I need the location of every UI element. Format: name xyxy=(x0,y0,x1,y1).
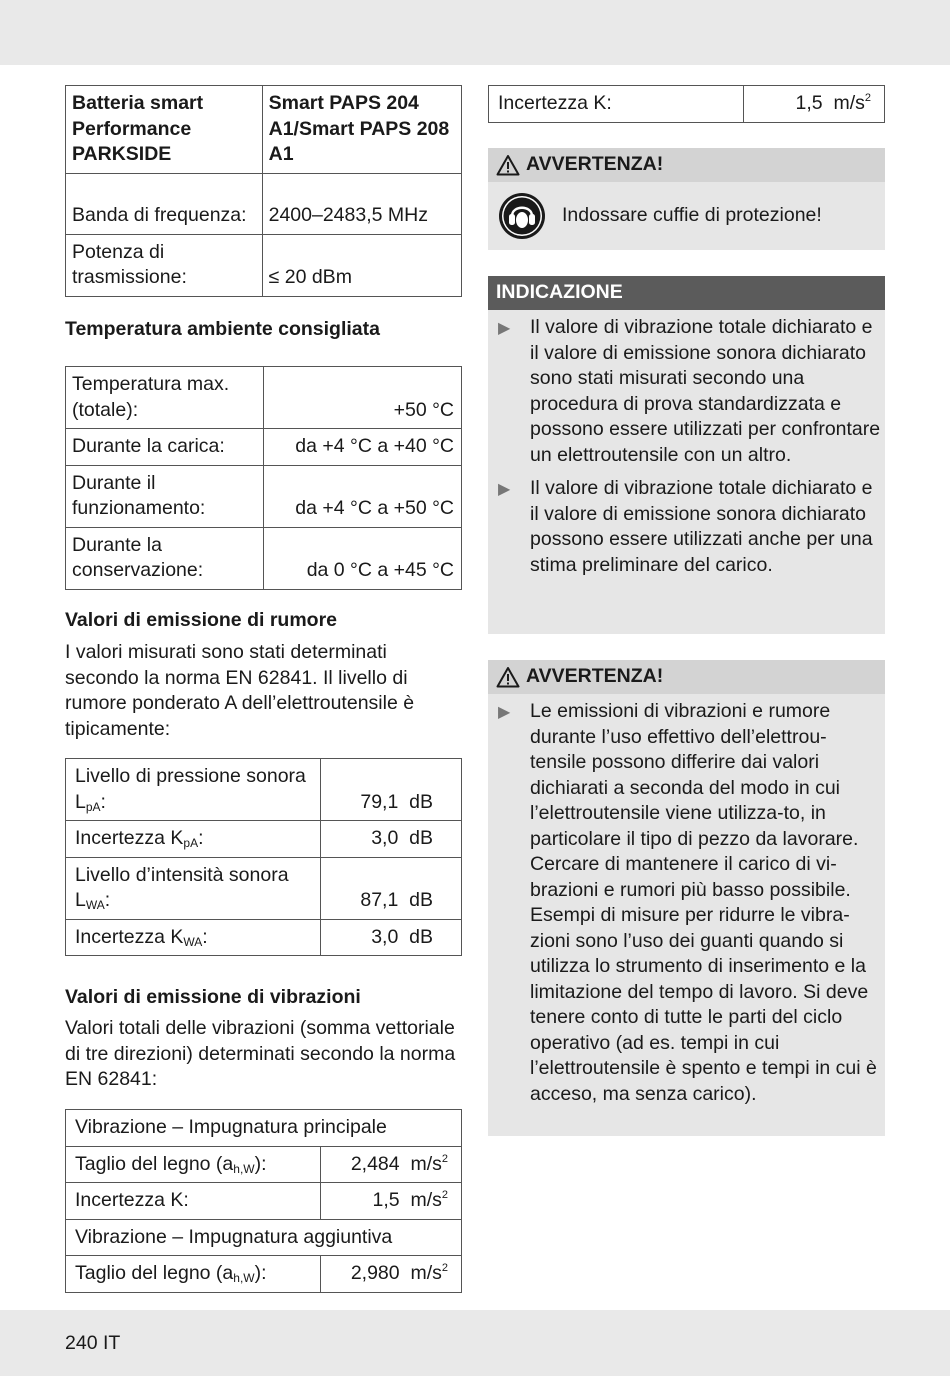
table-row: Potenza di trasmissione: ≤ 20 dBm xyxy=(66,234,462,296)
table-row: Taglio del legno $(a_{h,W})$: 2,980 $m/s^2$ xyxy=(66,1256,462,1293)
section-heading: Valori di emissione di rumore xyxy=(65,609,338,631)
temperature-table xyxy=(65,366,462,590)
table-header-cell: Smart PAPS 204 A1/Smart PAPS 208 A1 xyxy=(262,86,461,174)
noise-table xyxy=(65,758,462,956)
vibration-table xyxy=(65,1109,462,1293)
header-band xyxy=(0,0,950,65)
table-row: Durante la carica: da +4 °C a +40 °C xyxy=(66,429,462,466)
radio-spec-table xyxy=(65,85,462,297)
vibration-table-continued xyxy=(488,85,885,123)
table-row: Incertezza K: 1,5 $m/s^2$ xyxy=(66,1183,462,1220)
table-row: Vibrazione – Impugnatura aggiuntiva xyxy=(66,1219,462,1256)
page-number: 240 IT xyxy=(65,1332,121,1354)
table-row: Incertezza $K_{WA}$: 3,0 dB xyxy=(66,919,462,956)
table-row: Durante la conservazione: da 0 °C a +45 °C xyxy=(66,527,462,589)
table-row: Livello d’intensità sonora $L_{WA}$: 87,1 dB xyxy=(66,857,462,919)
list-item: ▶ Il valore di vibrazione totale dichiarato e il valore di emissione sonora dichiarato sono stati misurati secondo una procedura di prova standardizzata e possono essere utilizzati per confrontare un elettroutensile con un altro. xyxy=(488,315,885,468)
table-row: Temperatura max. (totale): +50 °C xyxy=(66,367,462,429)
bullet-arrow-icon: ▶ xyxy=(498,320,511,337)
table-header-cell: Batteria smart Performance PARKSIDE xyxy=(66,86,263,174)
table-row: Vibrazione – Impugnatura principale xyxy=(66,1110,462,1147)
warning-header: AVVERTENZA! xyxy=(488,148,885,182)
table-row: Incertezza K: 1,5 $m/s^2$ xyxy=(489,86,885,123)
warning-box xyxy=(488,660,885,1136)
warning-box: AVVERTENZA! Indossare cuffie di protezione! xyxy=(488,148,885,250)
warning-triangle-icon xyxy=(496,666,520,688)
table-row: Taglio del legno $(a_{h,W})$: 2,484 $m/s^2$ xyxy=(66,1146,462,1183)
ear-protection-icon xyxy=(498,192,546,240)
warning-triangle-icon xyxy=(496,154,520,176)
note-box xyxy=(488,276,885,634)
list-item: ▶ Il valore di vibrazione totale dichiarato e il valore di emissione sonora dichiarato possono essere utilizzati anche per una stima preliminare del carico. xyxy=(488,476,885,578)
bullet-arrow-icon: ▶ xyxy=(498,481,511,498)
note-header: INDICAZIONE xyxy=(488,276,885,310)
list-item xyxy=(488,699,885,1107)
paragraph: I valori misurati sono stati determinati secondo la norma EN 62841. Il livello di rumore ponderato A dell’elettroutensile è tipicamente: xyxy=(65,641,415,740)
table-row: Incertezza $K_{pA}$: 3,0 dB xyxy=(66,821,462,858)
table-row: Durante il funzionamento: da +4 °C a +50 °C xyxy=(66,465,462,527)
paragraph: Cercare di mantenere il carico di vi-brazioni e rumori più basso possibile. Esempi di misure per ridurre le vibra-zioni sono l’uso dei guanti quando si utilizza lo strumento di inserimento e la limitazione del tempo di lavoro. Si deve tenere conto di tutte le parti del ciclo operativo (ad es. tempi in cui l’elettroutensile è spento e tempi in cui è acceso, ma senza carico). xyxy=(530,853,877,1105)
paragraph: Valori totali delle vibrazioni (somma vettoriale di tre direzioni) determinati secondo la norma EN 62841: xyxy=(65,1017,456,1090)
footer-band xyxy=(0,1310,950,1376)
warning-header: AVVERTENZA! xyxy=(488,660,885,694)
bullet-arrow-icon: ▶ xyxy=(498,704,511,721)
table-row: Livello di pressione sonora $L_{pA}$: 79,1 dB xyxy=(66,759,462,821)
paragraph: Le emissioni di vibrazioni e rumore durante l’uso effettivo dell’elettrou-tensile possono differire dai valori dichiarati a seconda del modo in cui l’elettroutensile viene utilizza-to, in particolare il tipo di pezzo da lavorare. xyxy=(530,700,859,850)
table-row: Banda di frequenza: 2400–2483,5 MHz xyxy=(66,173,462,234)
section-heading: Temperatura ambiente consigliata xyxy=(65,318,380,340)
section-heading: Valori di emissione di vibrazioni xyxy=(65,986,361,1008)
